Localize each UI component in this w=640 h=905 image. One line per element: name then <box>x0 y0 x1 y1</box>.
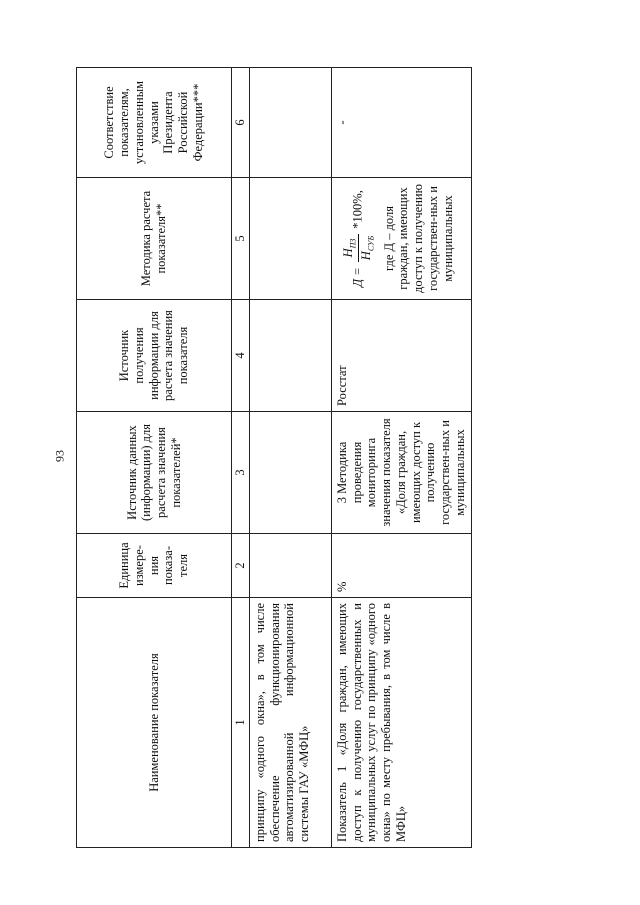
indicator-unit-cell: % <box>331 534 471 598</box>
table-row <box>249 68 331 848</box>
empty-cell <box>249 412 331 534</box>
empty-cell <box>249 178 331 300</box>
header-decree: Соответствие показателям, установленным указами Президента Российской Федерации*** <box>77 68 232 178</box>
indicators-table <box>76 68 467 848</box>
indicator-name-cell: Показатель 1 «Доля граждан, имеющих доступ к получению государственных и муниципальных услуг по принципу «одного окна» по месту пребывания, в том числе в МФЦ» <box>331 598 471 848</box>
column-number: 6 <box>232 68 250 178</box>
column-number: 5 <box>232 178 250 300</box>
page-number: 93 <box>52 450 67 462</box>
formula-denominator-sub: СУБ <box>366 235 376 252</box>
header-unit: Единица измере-ния показа-теля <box>77 534 232 598</box>
header-method: Методика расчета показателя** <box>77 178 232 300</box>
column-number-row <box>232 68 250 848</box>
indicator-info-source-cell: Росстат <box>331 300 471 412</box>
formula-lhs: Д = <box>350 267 365 287</box>
formula-rhs: *100%, <box>350 190 365 229</box>
header-data-source: Источник данных (информации) для расчета значения показателей* <box>77 412 232 534</box>
empty-cell <box>249 68 331 178</box>
header-row <box>77 68 232 848</box>
indicator-decree-cell: - <box>331 68 471 178</box>
formula-fraction <box>341 234 376 262</box>
column-number: 4 <box>232 300 250 412</box>
header-name: Наименование показателя <box>77 598 232 848</box>
empty-cell <box>249 534 331 598</box>
column-number: 3 <box>232 412 250 534</box>
method-text: где Д – доля граждан, имеющих доступ к получению государствен-ных и муниципальных <box>381 184 455 293</box>
continuation-name-cell: принципу «одного окна», в том числе обеспечение функционирования автоматизированной информационной системы ГАУ «МФЦ» <box>249 598 331 848</box>
column-number: 1 <box>232 598 250 848</box>
rotated-table-wrapper <box>76 68 467 848</box>
formula-denominator: Н <box>358 251 373 261</box>
empty-cell <box>249 300 331 412</box>
indicator-source-cell: 3 Методика проведения мониторинга значения показателя «Доля граждан, имеющих доступ к получению государствен-ных и муниципальных <box>331 412 471 534</box>
formula-numerator-sub: ПЗ <box>348 238 358 249</box>
formula-numerator: Н <box>340 248 355 258</box>
formula <box>335 183 376 294</box>
header-info-source: Источник получения информации для расчета значения показателя <box>77 300 232 412</box>
column-number: 2 <box>232 534 250 598</box>
indicator-method-cell <box>331 178 471 300</box>
table-row <box>331 68 471 848</box>
